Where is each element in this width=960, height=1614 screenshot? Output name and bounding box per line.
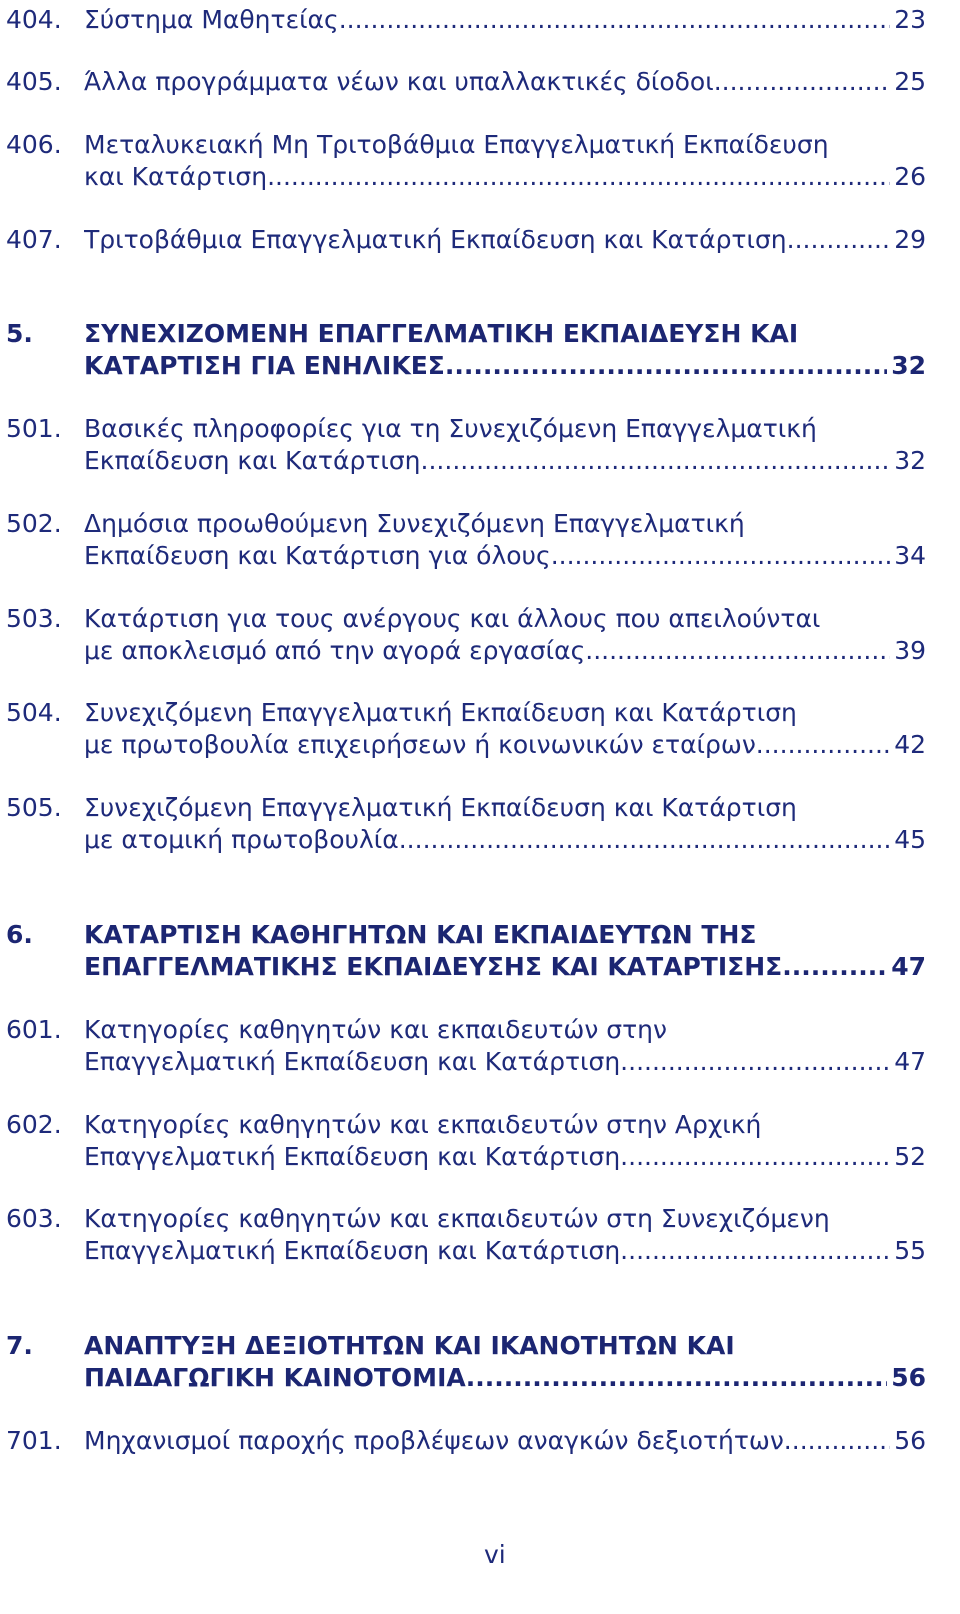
dot-leader (339, 4, 890, 36)
entry-number: 502. (6, 509, 62, 538)
chapter-number: 6. (6, 920, 33, 949)
page-number: 32 (894, 446, 926, 475)
page-number: 42 (894, 730, 926, 759)
entry-title-line: Συνεχιζόμενη Επαγγελματική Εκπαίδευση και Κατάρτιση (84, 793, 797, 822)
chapter-title-line: ΑΝΑΠΤΥΞΗ ΔΕΞΙΟΤΗΤΩΝ ΚΑΙ ΙΚΑΝΟΤΗΤΩΝ ΚΑΙ (84, 1331, 735, 1360)
entry-title-line: Μηχανισμοί παροχής προβλέψεων αναγκών δεξιοτήτων (84, 1426, 784, 1455)
entry-title-line: Κατηγορίες καθηγητών και εκπαιδευτών στη Συνεχιζόμενη (84, 1204, 830, 1233)
entry-title-line: Δημόσια προωθούμενη Συνεχιζόμενη Επαγγελματική (84, 509, 745, 538)
page-number: 47 (891, 952, 926, 981)
page-number: 47 (894, 1047, 926, 1076)
chapter-title-line: ΚΑΤΑΡΤΙΣΗ ΚΑΘΗΓΗΤΩΝ ΚΑΙ ΕΚΠΑΙΔΕΥΤΩΝ ΤΗΣ (84, 920, 757, 949)
entry-title-line: Τριτοβάθμια Επαγγελματική Εκπαίδευση και Κατάρτιση (84, 225, 787, 254)
entry-number: 407. (6, 225, 62, 254)
page-number: 55 (894, 1236, 926, 1265)
page-number: 25 (894, 67, 926, 96)
chapter-number: 7. (6, 1331, 33, 1360)
dot-leader (620, 1141, 890, 1173)
page-number: 26 (894, 162, 926, 191)
footer-page-label: vi (484, 1540, 506, 1569)
dot-leader (787, 224, 891, 256)
page-number: 39 (894, 636, 926, 665)
chapter-title-line: ΚΑΤΑΡΤΙΣΗ ΓΙΑ ΕΝΗΛΙΚΕΣ (84, 351, 445, 380)
entry-number: 406. (6, 130, 62, 159)
dot-leader (585, 635, 890, 667)
page-number: 52 (894, 1142, 926, 1171)
dot-leader (466, 1362, 887, 1394)
chapter-number: 5. (6, 319, 33, 348)
dot-leader (267, 161, 890, 193)
chapter-title-line: ΕΠΑΓΓΕΛΜΑΤΙΚΗΣ ΕΚΠΑΙΔΕΥΣΗΣ ΚΑΙ ΚΑΤΑΡΤΙΣΗΣ (84, 952, 783, 981)
dot-leader (399, 824, 890, 856)
entry-number: 405. (6, 67, 62, 96)
entry-title-line: Επαγγελματική Εκπαίδευση και Κατάρτιση (84, 1142, 621, 1171)
page-number: 56 (894, 1426, 926, 1455)
page-number: 56 (891, 1363, 926, 1392)
dot-leader (421, 445, 891, 477)
entry-number: 602. (6, 1110, 62, 1139)
entry-number: 701. (6, 1426, 62, 1455)
entry-number: 404. (6, 5, 62, 34)
entry-number: 503. (6, 604, 62, 633)
entry-title-line: Εκπαίδευση και Κατάρτιση (84, 446, 421, 475)
entry-title-line: Επαγγελματική Εκπαίδευση και Κατάρτιση (84, 1047, 621, 1076)
dot-leader (551, 540, 891, 572)
entry-title-line: Εκπαίδευση και Κατάρτιση για όλους (84, 541, 551, 570)
dot-leader (445, 350, 887, 382)
entry-title-line: με αποκλεισμό από την αγορά εργασίας (84, 636, 586, 665)
entry-title-line: και Κατάρτιση (84, 162, 268, 191)
entry-title-line: Άλλα προγράμματα νέων και υπαλλακτικές δίοδοι (84, 67, 714, 96)
dot-leader (782, 951, 887, 983)
entry-number: 603. (6, 1204, 62, 1233)
page-number: 45 (894, 825, 926, 854)
entry-title-line: με ατομική πρωτοβουλία (84, 825, 399, 854)
chapter-title-line: ΠΑΙΔΑΓΩΓΙΚΗ ΚΑΙΝΟΤΟΜΙΑ (84, 1363, 466, 1392)
entry-number: 501. (6, 414, 62, 443)
entry-title-line: Κατάρτιση για τους ανέργους και άλλους που απειλούνται (84, 604, 821, 633)
page-number: 34 (894, 541, 926, 570)
entry-title-line: Μεταλυκειακή Μη Τριτοβάθμια Επαγγελματική Εκπαίδευση (84, 130, 829, 159)
dot-leader (620, 1046, 890, 1078)
dot-leader (620, 1235, 890, 1267)
entry-title-line: με πρωτοβουλία επιχειρήσεων ή κοινωνικών εταίρων (84, 730, 756, 759)
entry-title-line: Βασικές πληροφορίες για τη Συνεχιζόμενη Επαγγελματική (84, 414, 817, 443)
dot-leader (714, 66, 891, 98)
entry-title-line: Κατηγορίες καθηγητών και εκπαιδευτών στην Αρχική (84, 1110, 762, 1139)
entry-title-line: Συνεχιζόμενη Επαγγελματική Εκπαίδευση και Κατάρτιση (84, 698, 797, 727)
entry-number: 601. (6, 1015, 62, 1044)
entry-number: 504. (6, 698, 62, 727)
page-number: 23 (894, 5, 926, 34)
entry-title-line: Κατηγορίες καθηγητών και εκπαιδευτών στην (84, 1015, 667, 1044)
chapter-title-line: ΣΥΝΕΧΙΖΟΜΕΝΗ ΕΠΑΓΓΕΛΜΑΤΙΚΗ ΕΚΠΑΙΔΕΥΣΗ ΚΑΙ (84, 319, 799, 348)
page-number: 32 (891, 351, 926, 380)
entry-number: 505. (6, 793, 62, 822)
entry-title-line: Επαγγελματική Εκπαίδευση και Κατάρτιση (84, 1236, 621, 1265)
entry-title-line: Σύστημα Μαθητείας (84, 5, 339, 34)
page-number: 29 (894, 225, 926, 254)
dot-leader (784, 1425, 890, 1457)
dot-leader (756, 729, 890, 761)
